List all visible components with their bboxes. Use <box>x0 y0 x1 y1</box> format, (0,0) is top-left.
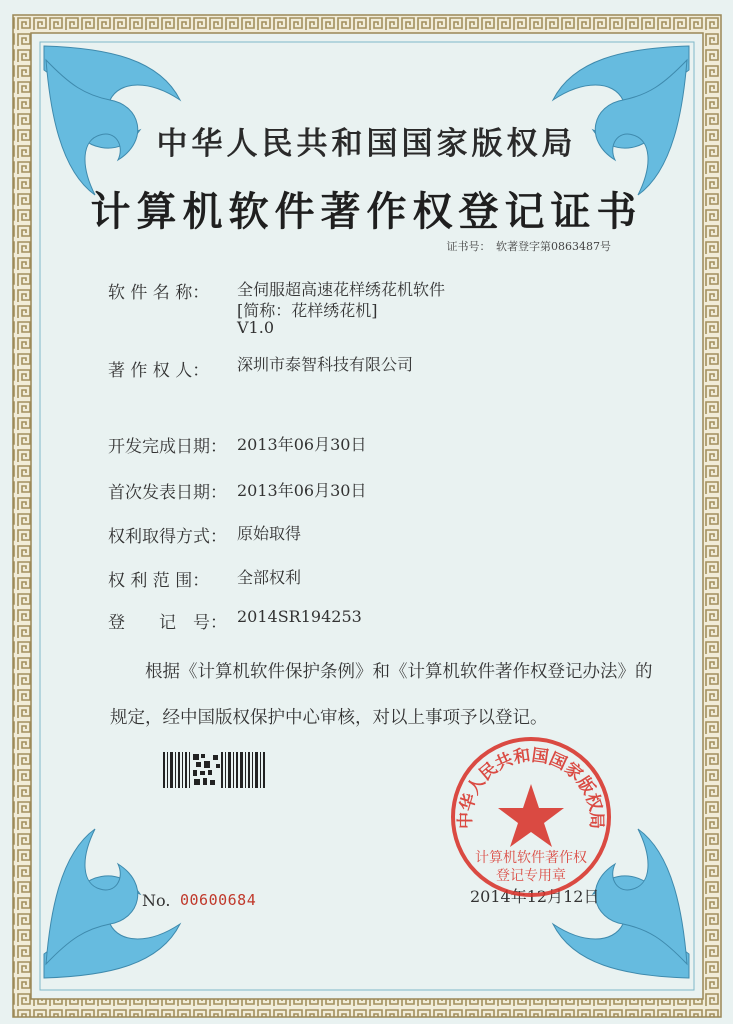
certificate-title: 计算机软件著作权登记证书 <box>90 188 643 235</box>
rights-scope-value: 全部权利 <box>237 568 302 587</box>
development-date-label: 开发完成日期： <box>108 437 227 457</box>
acquisition-method-label: 权利取得方式： <box>108 527 227 547</box>
certificate-number: 证书号： 软著登字第0863487号 <box>446 240 611 253</box>
software-version: V1.0 <box>237 318 274 337</box>
issuer-title: 中华人民共和国国家版权局 <box>156 126 577 162</box>
seal-inner-line-1: 计算机软件著作权 <box>475 850 587 866</box>
copyright-owner-label: 著 作 权 人： <box>108 361 210 381</box>
software-name-label: 软 件 名 称： <box>108 283 210 303</box>
official-seal-stamp <box>448 734 614 900</box>
registration-number-value: 2014SR194253 <box>237 607 362 626</box>
acquisition-method-value: 原始取得 <box>237 524 302 543</box>
copyright-owner-value: 深圳市泰智科技有限公司 <box>237 355 414 374</box>
issue-date: 2014年12月12日 <box>470 887 600 906</box>
seal-inner-line-2: 登记专用章 <box>496 868 566 884</box>
development-date-value: 2013年06月30日 <box>237 435 367 454</box>
serial-number-label: No. <box>142 891 171 910</box>
serial-number-value: 00600684 <box>180 891 257 909</box>
publication-date-label: 首次发表日期： <box>108 483 227 503</box>
seal-outer-text: 中华人民共和国国家版权局 <box>455 745 607 830</box>
software-name-value: 全伺服超高速花样绣花机软件 <box>237 280 446 299</box>
statement-line-1: 根据《计算机软件保护条例》和《计算机软件著作权登记办法》的 <box>145 662 653 682</box>
barcode <box>163 752 268 788</box>
rights-scope-label: 权 利 范 围： <box>108 571 210 591</box>
publication-date-value: 2013年06月30日 <box>237 481 367 500</box>
software-short-name: [简称：花样绣花机] <box>237 301 378 320</box>
registration-number-label: 登 记 号： <box>108 613 227 633</box>
statement-line-2: 规定，经中国版权保护中心审核，对以上事项予以登记。 <box>110 708 548 728</box>
